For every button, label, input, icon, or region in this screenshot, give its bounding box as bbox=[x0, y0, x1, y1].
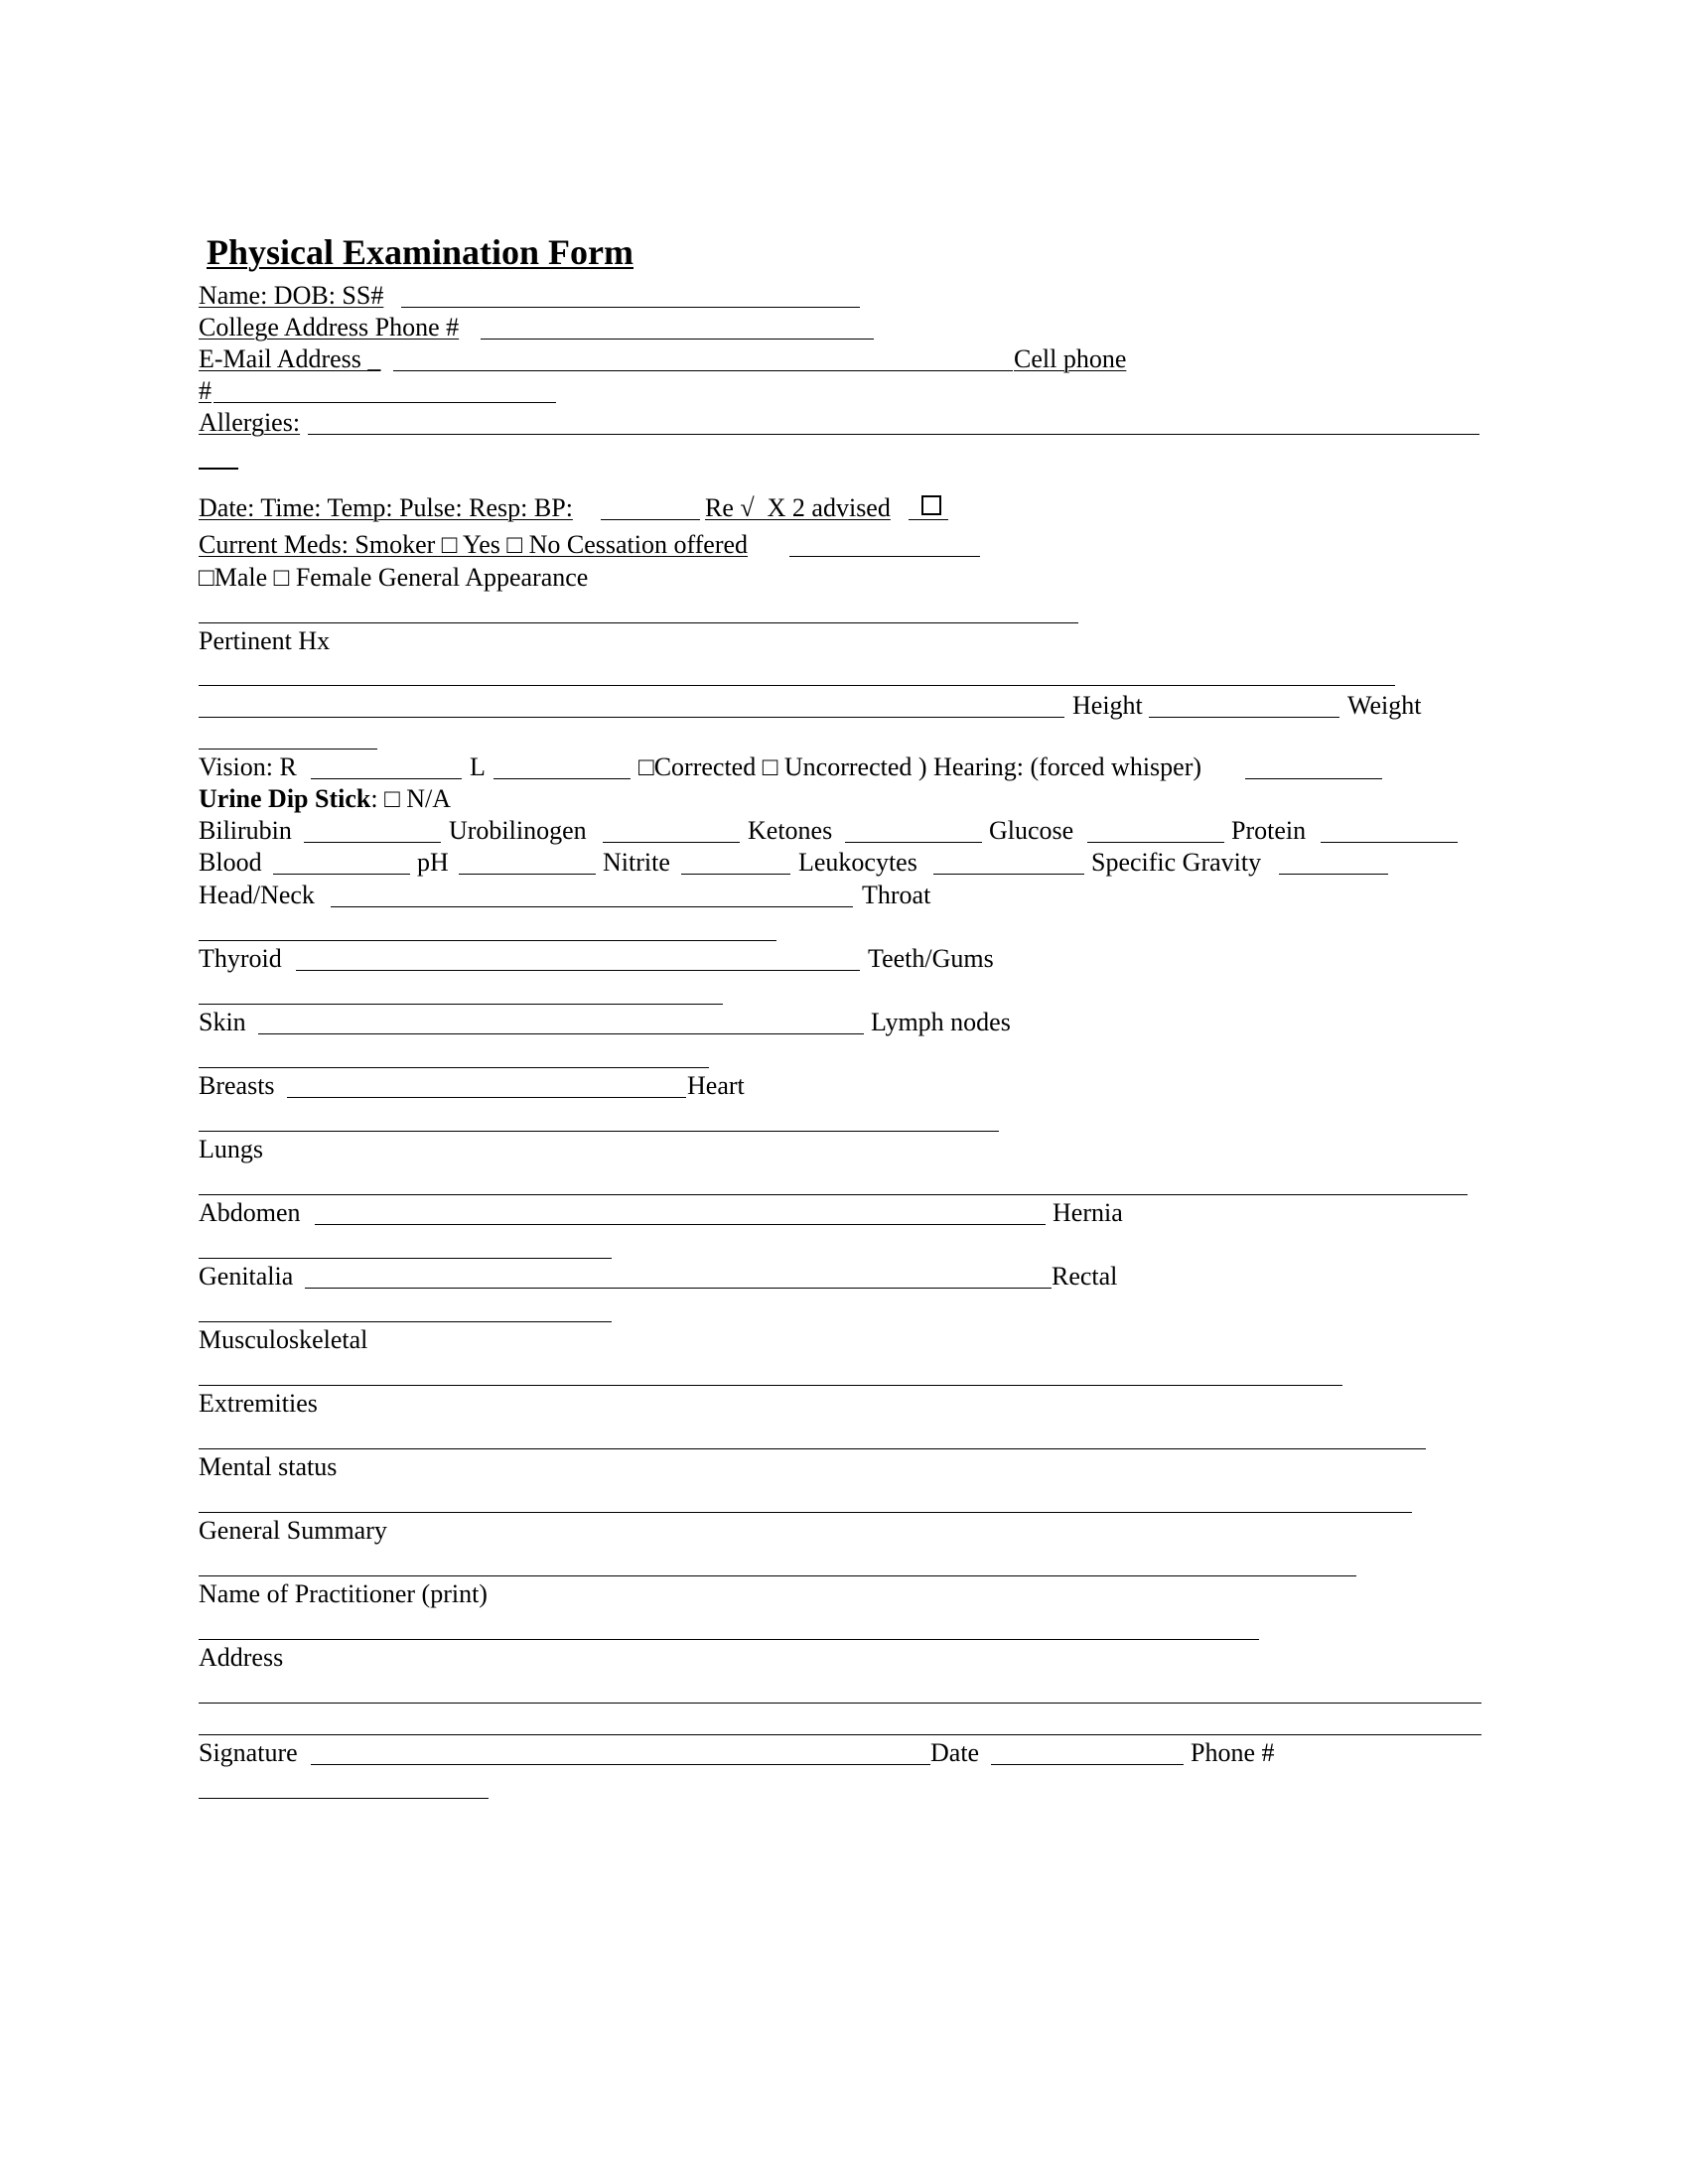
practitioner-name-input-line[interactable] bbox=[199, 1639, 1259, 1640]
head-neck-label: Head/Neck bbox=[199, 881, 315, 909]
bilirubin-label: Bilirubin bbox=[199, 816, 292, 845]
abdomen-label: Abdomen bbox=[199, 1198, 301, 1227]
cell-phone-input-line[interactable] bbox=[213, 402, 556, 403]
specific-gravity-input-line[interactable] bbox=[1279, 874, 1388, 875]
heart-input-line[interactable] bbox=[199, 1131, 999, 1132]
general-appearance-input-line[interactable] bbox=[199, 622, 1078, 623]
urobilinogen-input-line[interactable] bbox=[603, 842, 740, 843]
pertinent-hx-input-line-1[interactable] bbox=[199, 685, 1395, 686]
throat-input-line[interactable] bbox=[199, 940, 776, 941]
phone-label: Phone # bbox=[1191, 1738, 1275, 1767]
musculoskeletal-label: Musculoskeletal bbox=[199, 1325, 368, 1354]
urobilinogen-label: Urobilinogen bbox=[449, 816, 587, 845]
ph-label: pH bbox=[417, 848, 449, 877]
blood-label: Blood bbox=[199, 848, 262, 877]
ketones-label: Ketones bbox=[748, 816, 833, 845]
allergies-input-line[interactable] bbox=[308, 434, 1479, 435]
hernia-input-line[interactable] bbox=[199, 1258, 612, 1259]
bilirubin-input-line[interactable] bbox=[304, 842, 441, 843]
name-dob-ss-input-line[interactable] bbox=[401, 307, 860, 308]
vision-l-label: L bbox=[470, 752, 486, 781]
vision-r-input-line[interactable] bbox=[311, 778, 462, 779]
lungs-input-line[interactable] bbox=[199, 1194, 1468, 1195]
weight-input-line[interactable] bbox=[199, 749, 377, 750]
extremities-input-line[interactable] bbox=[199, 1448, 1426, 1449]
genitalia-label: Genitalia bbox=[199, 1262, 294, 1291]
height-input-line[interactable] bbox=[1149, 717, 1339, 718]
specific-gravity-label: Specific Gravity bbox=[1091, 848, 1262, 877]
general-summary-label: General Summary bbox=[199, 1516, 387, 1545]
rectal-label: Rectal bbox=[1052, 1262, 1118, 1291]
cell-phone-hash: # bbox=[199, 376, 211, 405]
hernia-label: Hernia bbox=[1053, 1198, 1123, 1227]
hearing-input-line[interactable] bbox=[1245, 778, 1382, 779]
date-input-line[interactable] bbox=[991, 1764, 1184, 1765]
breasts-input-line[interactable] bbox=[287, 1097, 686, 1098]
pertinent-hx-input-line-2[interactable] bbox=[199, 717, 1064, 718]
allergies-label: Allergies: bbox=[199, 408, 301, 437]
corrected-hearing-label: □Corrected □ Uncorrected ) Hearing: (forced whisper) bbox=[638, 752, 1202, 781]
skin-label: Skin bbox=[199, 1008, 246, 1036]
current-meds-smoker-label: Current Meds: Smoker □ Yes □ No Cessation offered bbox=[199, 530, 749, 559]
thyroid-label: Thyroid bbox=[199, 944, 282, 973]
urine-na-checkbox-label[interactable]: : □ N/A bbox=[370, 784, 452, 813]
name-dob-ss-label: Name: DOB: SS# bbox=[199, 281, 384, 310]
ph-input-line[interactable] bbox=[459, 874, 596, 875]
abdomen-input-line[interactable] bbox=[315, 1224, 1046, 1225]
bp-input-line[interactable] bbox=[601, 519, 700, 520]
urine-dip-stick-label: Urine Dip Stick bbox=[199, 784, 371, 813]
address-input-line-1[interactable] bbox=[199, 1703, 1481, 1704]
address-label: Address bbox=[199, 1643, 284, 1672]
glucose-label: Glucose bbox=[989, 816, 1074, 845]
recheck-advised-underline bbox=[909, 519, 948, 520]
date-label: Date bbox=[930, 1738, 980, 1767]
practitioner-name-label: Name of Practitioner (print) bbox=[199, 1579, 488, 1608]
teeth-gums-label: Teeth/Gums bbox=[868, 944, 994, 973]
head-neck-input-line[interactable] bbox=[331, 906, 853, 907]
genitalia-input-line[interactable] bbox=[305, 1288, 1052, 1289]
form-title: Physical Examination Form bbox=[207, 232, 633, 272]
lymph-nodes-input-line[interactable] bbox=[199, 1067, 709, 1068]
college-address-phone-label: College Address Phone # bbox=[199, 313, 460, 341]
email-address-input-line[interactable] bbox=[393, 370, 1013, 371]
blood-input-line[interactable] bbox=[273, 874, 410, 875]
signature-label: Signature bbox=[199, 1738, 298, 1767]
nitrite-input-line[interactable] bbox=[681, 874, 790, 875]
mental-status-label: Mental status bbox=[199, 1452, 338, 1481]
weight-label: Weight bbox=[1347, 691, 1422, 720]
rectal-input-line[interactable] bbox=[199, 1321, 612, 1322]
musculoskeletal-input-line[interactable] bbox=[199, 1385, 1342, 1386]
general-summary-input-line[interactable] bbox=[199, 1575, 1356, 1576]
leukocytes-label: Leukocytes bbox=[798, 848, 917, 877]
urine-dip-stick-row bbox=[199, 784, 451, 814]
thyroid-input-line[interactable] bbox=[296, 970, 860, 971]
height-label: Height bbox=[1072, 691, 1143, 720]
allergies-continuation-line[interactable] bbox=[199, 468, 238, 470]
breasts-label: Breasts bbox=[199, 1071, 275, 1100]
vitals-label: Date: Time: Temp: Pulse: Resp: BP: bbox=[199, 493, 573, 522]
heart-label: Heart bbox=[687, 1071, 745, 1100]
leukocytes-input-line[interactable] bbox=[933, 874, 1084, 875]
vision-r-label: Vision: R bbox=[199, 752, 297, 781]
lungs-label: Lungs bbox=[199, 1135, 263, 1163]
address-input-line-2[interactable] bbox=[199, 1734, 1481, 1735]
recheck-advised-checkbox[interactable] bbox=[921, 495, 941, 515]
protein-input-line[interactable] bbox=[1321, 842, 1458, 843]
teeth-gums-input-line[interactable] bbox=[199, 1004, 723, 1005]
ketones-input-line[interactable] bbox=[845, 842, 982, 843]
pertinent-hx-label: Pertinent Hx bbox=[199, 626, 331, 655]
college-address-phone-input-line[interactable] bbox=[481, 339, 874, 340]
glucose-input-line[interactable] bbox=[1087, 842, 1224, 843]
skin-input-line[interactable] bbox=[258, 1033, 864, 1034]
protein-label: Protein bbox=[1231, 816, 1307, 845]
mental-status-input-line[interactable] bbox=[199, 1512, 1412, 1513]
extremities-label: Extremities bbox=[199, 1389, 318, 1418]
throat-label: Throat bbox=[862, 881, 931, 909]
sex-general-appearance-label: □Male □ Female General Appearance bbox=[199, 563, 589, 592]
email-address-label: E-Mail Address _ bbox=[199, 344, 381, 373]
lymph-nodes-label: Lymph nodes bbox=[871, 1008, 1011, 1036]
vision-l-input-line[interactable] bbox=[493, 778, 631, 779]
nitrite-label: Nitrite bbox=[603, 848, 670, 877]
cell-phone-label: Cell phone bbox=[1014, 344, 1127, 373]
recheck-advised-label: Re √ X 2 advised bbox=[705, 493, 891, 522]
cessation-offered-input-line[interactable] bbox=[789, 556, 980, 557]
signature-input-line[interactable] bbox=[311, 1764, 930, 1765]
phone-input-line[interactable] bbox=[199, 1798, 489, 1799]
